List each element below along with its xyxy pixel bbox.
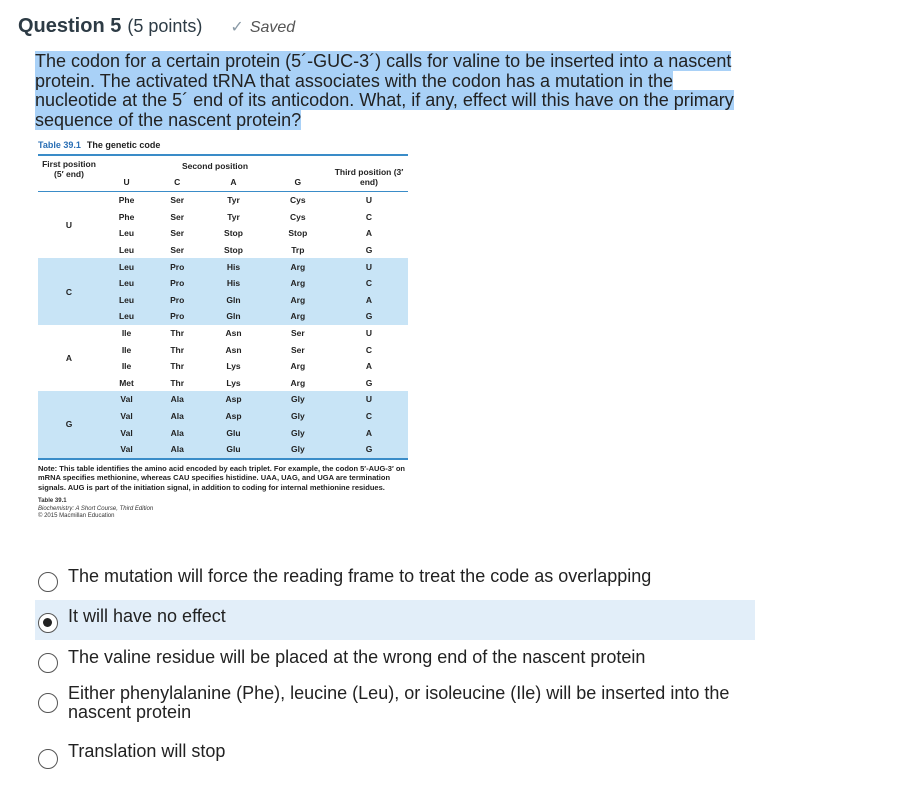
first-position-header: First position (5′ end) [42, 159, 96, 179]
third-base-cell: C [330, 408, 408, 425]
amino-acid-cell: Val [100, 441, 153, 459]
first-base-cell: U [38, 192, 100, 259]
saved-status [230, 17, 295, 37]
amino-acid-cell: Pro [153, 292, 201, 309]
amino-acid-cell: Met [100, 375, 153, 392]
amino-acid-cell: Arg [266, 358, 330, 375]
question-header [18, 15, 295, 38]
codon-row [38, 391, 408, 408]
amino-acid-cell: Asn [201, 341, 265, 358]
codon-row [38, 258, 408, 275]
amino-acid-cell: Leu [100, 242, 153, 259]
radio-button-1[interactable] [38, 572, 58, 592]
amino-acid-cell: Ala [153, 424, 201, 441]
table-caption [38, 140, 410, 150]
third-base-cell: A [330, 225, 408, 242]
table-title: The genetic code [86, 140, 161, 150]
amino-acid-cell: Arg [266, 375, 330, 392]
source-book: Biochemistry: A Short Course, Third Edition [38, 505, 154, 512]
second-base-header: G [294, 177, 302, 187]
saved-label: Saved [249, 19, 296, 36]
third-base-cell: C [330, 209, 408, 226]
amino-acid-cell: Asp [201, 408, 265, 425]
genetic-code-figure [38, 140, 410, 521]
answer-option-label: Translation will stop [68, 741, 226, 761]
amino-acid-cell: Stop [201, 225, 265, 242]
source-label: Table 39.1 [38, 498, 67, 504]
amino-acid-cell: Leu [100, 225, 153, 242]
amino-acid-cell: Ser [266, 325, 330, 342]
third-position-header: Third position (3′ end) [334, 166, 404, 187]
radio-button-5[interactable] [38, 749, 58, 769]
amino-acid-cell: Ser [153, 225, 201, 242]
amino-acid-cell: Trp [266, 242, 330, 259]
third-base-cell: A [330, 424, 408, 441]
third-base-cell: G [330, 441, 408, 459]
radio-button-3[interactable] [38, 653, 58, 673]
third-base-cell: G [330, 242, 408, 259]
third-base-cell: C [330, 341, 408, 358]
amino-acid-cell: Ala [153, 441, 201, 459]
amino-acid-cell: Arg [266, 308, 330, 325]
radio-button-4[interactable] [38, 693, 58, 713]
amino-acid-cell: Glu [201, 441, 265, 459]
amino-acid-cell: Gly [266, 424, 330, 441]
radio-button-2[interactable] [38, 613, 58, 633]
amino-acid-cell: Arg [266, 258, 330, 275]
table-note: Note: This table identifies the amino acid encoded by each triplet. For example, the codon 5′-AUG-3′ on mRNA specifies methionine, whereas CAU specifies histidine. UAA, UAG, and UGA are termination signals. AUG is part of the initiation signal, in addition to coding for internal methionine residues. [38, 463, 405, 492]
table-number: Table 39.1 [38, 140, 81, 150]
amino-acid-cell: Cys [266, 209, 330, 226]
third-base-cell: C [330, 275, 408, 292]
amino-acid-cell: Leu [100, 275, 153, 292]
third-base-cell: U [330, 258, 408, 275]
amino-acid-cell: Gln [201, 292, 265, 309]
second-position-header: Second position [181, 161, 249, 171]
answer-option-2[interactable] [35, 600, 755, 640]
second-base-header: A [230, 177, 237, 187]
amino-acid-cell: Val [100, 391, 153, 408]
third-base-cell: A [330, 358, 408, 375]
amino-acid-cell: Pro [153, 275, 201, 292]
amino-acid-cell: Pro [153, 258, 201, 275]
third-base-cell: G [330, 375, 408, 392]
answer-option-label: Either phenylalanine (Phe), leucine (Leu), or isoleucine (Ile) will be inserted into the nascent protein [68, 683, 730, 722]
amino-acid-cell: Ser [153, 242, 201, 259]
first-base-cell: A [38, 325, 100, 391]
amino-acid-cell: Gly [266, 408, 330, 425]
amino-acid-cell: Val [100, 408, 153, 425]
amino-acid-cell: Stop [201, 242, 265, 259]
amino-acid-cell: Ile [100, 358, 153, 375]
amino-acid-cell: Val [100, 424, 153, 441]
question-points: (5 points) [127, 16, 203, 36]
amino-acid-cell: Leu [100, 292, 153, 309]
question-prompt [35, 52, 750, 130]
amino-acid-cell: Lys [201, 358, 265, 375]
amino-acid-cell: Thr [153, 358, 201, 375]
codon-row [38, 325, 408, 342]
third-base-cell: U [330, 325, 408, 342]
third-base-cell: U [330, 391, 408, 408]
answer-option-label: The valine residue will be placed at the wrong end of the nascent protein [68, 647, 646, 667]
codon-row [38, 192, 408, 209]
amino-acid-cell: Lys [201, 375, 265, 392]
answer-option-label: It will have no effect [68, 606, 226, 626]
amino-acid-cell: Ile [100, 325, 153, 342]
amino-acid-cell: Ala [153, 391, 201, 408]
amino-acid-cell: Asn [201, 325, 265, 342]
amino-acid-cell: Phe [100, 209, 153, 226]
second-base-header: C [174, 177, 181, 187]
third-base-cell: A [330, 292, 408, 309]
amino-acid-cell: Ile [100, 341, 153, 358]
source-copyright: © 2015 Macmillan Education [38, 513, 115, 519]
table-source [38, 498, 410, 521]
amino-acid-cell: Asp [201, 391, 265, 408]
amino-acid-cell: Phe [100, 192, 153, 209]
amino-acid-cell: Leu [100, 258, 153, 275]
amino-acid-cell: Gly [266, 441, 330, 459]
amino-acid-cell: Arg [266, 275, 330, 292]
first-base-cell: C [38, 258, 100, 324]
amino-acid-cell: His [201, 275, 265, 292]
answer-option-5[interactable] [35, 742, 755, 769]
amino-acid-cell: Tyr [201, 192, 265, 209]
question-title: Question 5 [18, 15, 122, 37]
amino-acid-cell: Arg [266, 292, 330, 309]
amino-acid-cell: Ser [153, 209, 201, 226]
amino-acid-cell: Thr [153, 341, 201, 358]
answer-option-label: The mutation will force the reading frame to treat the code as overlapping [68, 566, 652, 586]
third-base-cell: U [330, 192, 408, 209]
amino-acid-cell: Gly [266, 391, 330, 408]
answer-option-3[interactable] [35, 648, 755, 673]
checkmark-icon: ✓ [230, 19, 244, 36]
third-base-cell: G [330, 308, 408, 325]
genetic-code-table [38, 154, 408, 460]
amino-acid-cell: Ser [153, 192, 201, 209]
answer-option-4[interactable] [35, 684, 755, 722]
amino-acid-cell: Gln [201, 308, 265, 325]
amino-acid-cell: Tyr [201, 209, 265, 226]
amino-acid-cell: Leu [100, 308, 153, 325]
amino-acid-cell: Thr [153, 325, 201, 342]
answer-option-1[interactable] [35, 567, 755, 592]
amino-acid-cell: Ser [266, 341, 330, 358]
amino-acid-cell: Glu [201, 424, 265, 441]
first-base-cell: G [38, 391, 100, 458]
question-prompt-text: The codon for a certain protein (5´-GUC-3´) calls for valine to be inserted into a nascent protein. The activated tRNA that associates with the codon has a mutation in the nucleotide at the 5´ end of its anticodon. What, if any, effect will this have on the primary sequence of the nascent protein? [35, 51, 734, 130]
amino-acid-cell: His [201, 258, 265, 275]
amino-acid-cell: Ala [153, 408, 201, 425]
amino-acid-cell: Pro [153, 308, 201, 325]
amino-acid-cell: Stop [266, 225, 330, 242]
second-base-header: U [123, 177, 130, 187]
amino-acid-cell: Cys [266, 192, 330, 209]
amino-acid-cell: Thr [153, 375, 201, 392]
